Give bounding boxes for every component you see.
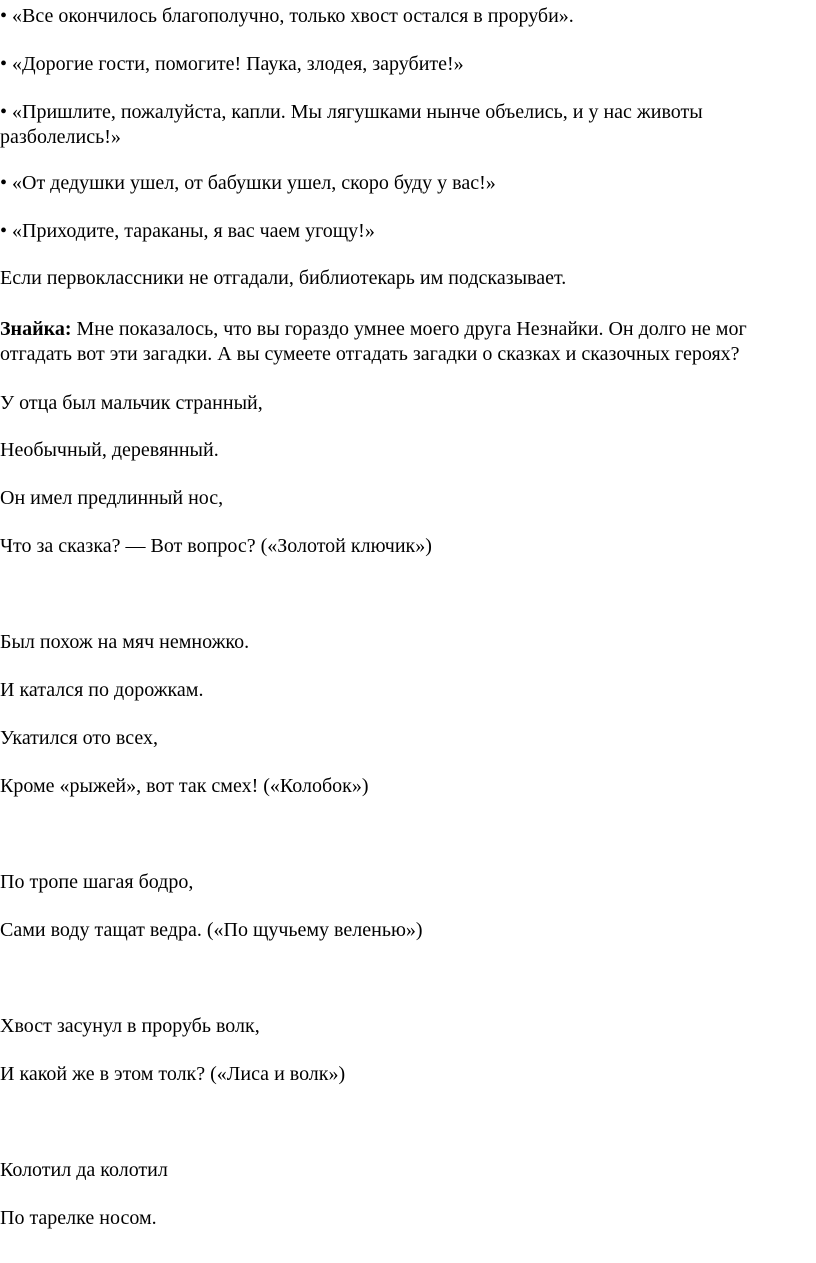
riddle-3-line-1: По тропе шагая бодро,: [0, 871, 194, 893]
bullet-line-1: • «Все окончилось благополучно, только хвост остался в проруби».: [0, 5, 574, 27]
znayka-speech-1: Мне показалось, что вы гораздо умнее моего друга Незнайки. Он долго не мог: [71, 318, 747, 340]
bullet-line-3: • «Пришлите, пожалуйста, капли. Мы лягушками нынче объелись, и у нас животы: [0, 101, 703, 123]
riddle-2-line-4: Кроме «рыжей», вот так смех! («Колобок»): [0, 775, 369, 797]
riddle-1-line-4: Что за сказка? — Вот вопрос? («Золотой ключик»): [0, 535, 432, 557]
speaker-name: Знайка:: [0, 318, 72, 340]
riddle-2-line-1: Был похож на мяч немножко.: [0, 631, 250, 653]
bullet-line-4: • «От дедушки ушел, от бабушки ушел, скоро буду у вас!»: [0, 172, 496, 194]
riddle-1-line-3: Он имел предлинный нос,: [0, 487, 224, 509]
bullet-line-2: • «Дорогие гости, помогите! Паука, злодея, зарубите!»: [0, 53, 464, 75]
riddle-3-line-2: Сами воду тащат ведра. («По щучьему веленью»): [0, 919, 423, 941]
bullet-line-5: • «Приходите, тараканы, я вас чаем угощу!»: [0, 220, 375, 242]
hint-paragraph: Если первоклассники не отгадали, библиотекарь им подсказывает.: [0, 267, 567, 289]
riddle-2-line-2: И катался по дорожкам.: [0, 679, 204, 701]
riddle-1-line-2: Необычный, деревянный.: [0, 439, 219, 461]
riddle-5-line-1: Колотил да колотил: [0, 1159, 168, 1181]
riddle-4-line-1: Хвост засунул в прорубь волк,: [0, 1015, 260, 1037]
znayka-paragraph-line-2: отгадать вот эти загадки. А вы сумеете отгадать загадки о сказках и сказочных героях?: [0, 343, 740, 365]
riddle-4-line-2: И какой же в этом толк? («Лиса и волк»): [0, 1063, 346, 1085]
bullet-line-3-continuation: разболелись!»: [0, 126, 121, 148]
riddle-2-line-3: Укатился ото всех,: [0, 727, 158, 749]
znayka-paragraph-line-1: [0, 317, 747, 341]
riddle-1-line-1: У отца был мальчик странный,: [0, 392, 263, 414]
riddle-5-line-2: По тарелке носом.: [0, 1207, 157, 1229]
